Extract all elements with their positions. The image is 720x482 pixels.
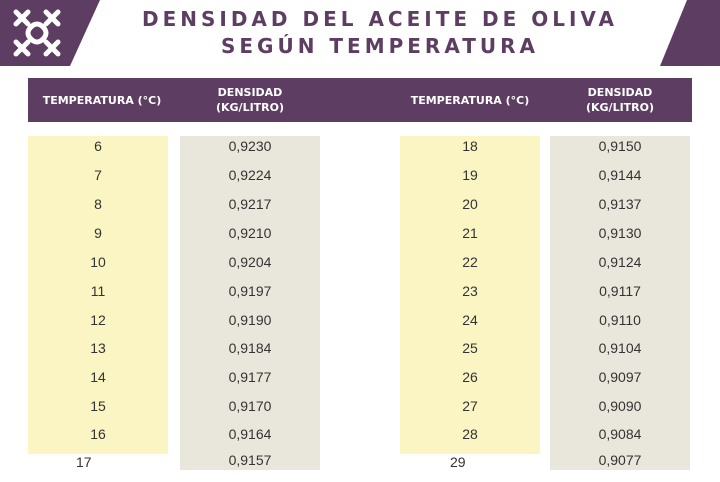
table-cell: 0,9097 xyxy=(598,369,642,385)
table-cell: 6 xyxy=(94,138,102,154)
table-cell: 0,9077 xyxy=(598,452,642,468)
right-density-header xyxy=(560,85,680,115)
table-cell: 0,9224 xyxy=(228,167,272,183)
table-cell: 0,9084 xyxy=(598,426,642,442)
page-title xyxy=(100,6,660,60)
table-cell: 0,9197 xyxy=(228,283,272,299)
table-cell: 0,9210 xyxy=(228,225,272,241)
table-cell: 12 xyxy=(90,312,106,328)
table-cell: 18 xyxy=(462,138,478,154)
table-cell: 16 xyxy=(90,426,106,442)
table-cell: 17 xyxy=(76,454,92,470)
table-cell: 0,9170 xyxy=(228,398,272,414)
table-cell: 0,9110 xyxy=(599,312,641,328)
table-cell: 0,9217 xyxy=(228,196,272,212)
title-line-2: SEGÚN TEMPERATURA xyxy=(220,34,540,58)
lattice-logo-icon xyxy=(8,4,66,62)
table-cell: 15 xyxy=(90,398,106,414)
table-cell: 0,9150 xyxy=(598,138,642,154)
table-cell: 0,9184 xyxy=(228,340,272,356)
right-temperature-column xyxy=(400,136,540,454)
table-cell: 7 xyxy=(94,167,102,183)
table-cell: 0,9164 xyxy=(228,426,272,442)
table-cell: 28 xyxy=(462,426,478,442)
table-cell: 19 xyxy=(462,167,478,183)
left-density-header-line2: (KG/LITRO) xyxy=(215,101,285,114)
table-cell: 22 xyxy=(462,254,478,270)
right-density-header-line2: (KG/LITRO) xyxy=(585,101,655,114)
table-cell: 0,9144 xyxy=(598,167,642,183)
table-cell: 8 xyxy=(94,196,102,212)
table-cell: 0,9104 xyxy=(598,340,642,356)
title-line-1: DENSIDAD DEL ACEITE DE OLIVA xyxy=(141,7,618,31)
table-cell: 0,9190 xyxy=(228,312,272,328)
table-cell: 0,9137 xyxy=(598,196,642,212)
table-cell: 25 xyxy=(462,340,478,356)
right-temperature-header: TEMPERATURA (°C) xyxy=(410,94,530,107)
table-cell: 0,9124 xyxy=(598,254,642,270)
table-cell: 23 xyxy=(462,283,478,299)
table-cell: 20 xyxy=(462,196,478,212)
left-density-header-line1: DENSIDAD xyxy=(217,86,283,99)
table-cell: 29 xyxy=(450,454,466,470)
left-temperature-header: TEMPERATURA (°C) xyxy=(42,94,162,107)
table-cell: 13 xyxy=(90,340,106,356)
left-density-header xyxy=(190,85,310,115)
table-cell: 0,9117 xyxy=(599,283,641,299)
table-cell: 0,9090 xyxy=(598,398,642,414)
left-temperature-column xyxy=(28,136,168,454)
right-density-column xyxy=(550,136,690,470)
table-cell: 27 xyxy=(462,398,478,414)
table-cell: 0,9177 xyxy=(228,369,272,385)
table-cell: 9 xyxy=(94,225,102,241)
table-cell: 11 xyxy=(90,283,106,299)
table-cell: 0,9130 xyxy=(598,225,642,241)
table-cell: 24 xyxy=(462,312,478,328)
table-cell: 0,9157 xyxy=(228,452,272,468)
left-density-column xyxy=(180,136,320,470)
right-density-header-line1: DENSIDAD xyxy=(587,86,653,99)
table-cell: 0,9204 xyxy=(228,254,272,270)
table-cell: 10 xyxy=(90,254,106,270)
table-cell: 21 xyxy=(462,225,478,241)
table-cell: 14 xyxy=(90,369,106,385)
table-cell: 0,9230 xyxy=(228,138,272,154)
table-cell: 26 xyxy=(462,369,478,385)
